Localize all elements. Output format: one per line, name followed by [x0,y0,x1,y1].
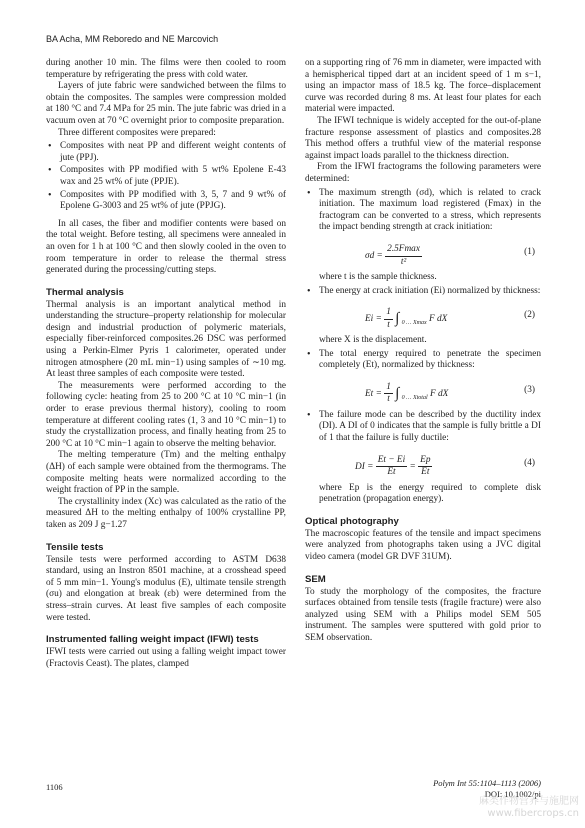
section-heading-thermal-analysis: Thermal analysis [46,286,124,298]
equation-number: (3) [524,384,535,395]
section-heading-tensile-tests: Tensile tests [46,541,104,553]
list-item: • The total energy required to penetrate the specimen completely (Et), normalized by thickness: [305,349,541,372]
paragraph: The macroscopic features of the tensile and impact specimens were analyzed from photographs taken using a JVC digital video camera (model GR DVF 31UM). [305,528,541,563]
parameter-list [305,410,541,445]
equation-number: (2) [524,310,535,321]
paragraph: In all cases, the fiber and modifier contents were based on the total weight. Before testing, all specimens were annealed in an oven for 1 h at 100 °C and then slowly cooled in the oven to room temperature in order to release the thermal stress generated during the processing/cutting steps. [46,218,286,276]
paragraph: The measurements were performed according to the following cycle: heating from 25 to 200 °C at 10 °C min−1 (in order to erase previous thermal history), cooling to room temperature at different cooling rates (1, 3 and 10 °C min−1) to study the crystallization process, and finally heating from 25 to 200 °C at 10 °C min−1 again to observe the melting behavior. [46,380,286,449]
list-item: • Composites with neat PP and different weight contents of jute (PPJ). [46,141,286,164]
section-heading-ifwi: Instrumented falling weight impact (IFWI) tests [46,634,259,646]
list-item: • The failure mode can be described by the ductility index (DI). A DI of 0 indicates that the sample is fully brittle a DI of 1 that the failure is fully ductile: [305,410,541,445]
journal-reference: Polym Int 55:1104–1113 (2006) [433,778,541,788]
paragraph: where X is the displacement. [319,335,427,346]
equation-2: Ei = $\frac{1}{t}$ ∫ $_{0 \dots Xmax}$ F dX (2) [365,307,535,330]
paragraph: The melting temperature (Tm) and the melting enthalpy (ΔH) of each sample were obtained from the thermograms. The composite melting heats were normalized according to the weight fraction of PP in the sample. [46,450,286,496]
right-column [305,58,541,645]
parameter-list [305,188,541,234]
equation-4: DI = $\frac{Et - Ei}{Et}$ = $\frac{Ep}{Et}$ (4) [355,454,535,478]
paragraph: To study the morphology of the composites, the fracture surfaces obtained from tensile tests (fragile fracture) were also analyzed using SEM with a Philips model SEM 505 instrument. The samples were sputtered with gold prior to SEM observation. [305,586,541,643]
equation-number: (4) [524,457,535,468]
running-header: BA Acha, MM Reboredo and NE Marcovich [46,34,219,44]
left-column [46,58,286,670]
paragraph: where Ep is the energy required to complete disk penetration (propagation energy). [319,482,541,505]
list-item: • The maximum strength (σd), which is related to crack initiation. The maximum load registered (Fmax) in the fractogram can be converted to a stress, which represents the impact bending strength at crack initiation: [305,188,541,234]
paragraph: where t is the sample thickness. [319,271,437,282]
paragraph: Thermal analysis is an important analytical method in understanding the structure–property relationship for molecular design and industrial production of polymeric materials, especially fiber-reinforced composites.26 DSC was performed using a Perkin-Elmer Pyris 1 calorimeter, operated under nitrogen atmosphere (20 mL min−1) using samples of ∼10 mg. At least three samples of each composite were tested. [46,299,286,380]
list-item: • Composites with PP modified with 3, 5, 7 and 9 wt% of Epolene G-3003 and 25 wt% of jute (PPJG). [46,190,286,213]
section-heading-sem: SEM [305,573,326,585]
list-item: • The energy at crack initiation (Ei) normalized by thickness: [305,286,541,298]
paragraph: From the IFWI fractograms the following parameters were determined: [305,162,541,184]
page-number: 1106 [46,782,63,792]
list-item: • Composites with PP modified with 5 wt% Epolene E-43 wax and 25 wt% of jute (PPJE). [46,165,286,188]
paragraph: Layers of jute fabric were sandwiched between the films to obtain the composites. The samples were compression molded at 180 °C and 7.4 MPa for 25 min. The jute fabric was dried in a vacuum oven at 70 °C overnight prior to composite preparation. [46,81,286,126]
watermark: 麻类作物营养与施肥网 www.fibercrops.cn [479,796,579,819]
paragraph: on a supporting ring of 76 mm in diameter, were impacted with a hemispherical tipped dart at an incident speed of 1 m s−1, using an impactor mass of 18.5 kg. The force–displacement curve was recorded during 8 ms. At least four plates for each material were impacted. [305,58,541,115]
parameter-list [305,349,541,372]
paragraph: IFWI tests were carried out using a falling weight impact tower (Fractovis Ceast). The plates, clamped [46,647,286,669]
equation-1: σd = $\frac{2.5Fmax}{\text{t²}}$ (1) [365,243,535,267]
paragraph: Three different composites were prepared: [58,127,216,138]
paragraph: The IFWI technique is widely accepted for the out-of-plane fracture response assessment of plastics and composites.28 This method offers a truthful view of the material response against impact loads parallel to the thickness direction. [305,115,541,161]
section-heading-optical-photography: Optical photography [305,515,399,527]
equation-3: Et = $\frac{1}{t}$ ∫ $_{0 \dots Xtotal}$ F dX (3) [365,381,535,405]
composites-list [46,141,286,213]
parameter-list [305,286,541,298]
paragraph: The crystallinity index (Xc) was calculated as the ratio of the measured ΔH to the melting enthalpy of 100% crystalline PP, taken as 209 J g−1.27 [46,496,286,530]
paragraph: during another 10 min. The films were then cooled to room temperature by refrigerating the press with cold water. [46,58,286,80]
doi: DOI: 10.1002/pi [484,788,541,799]
paragraph: Tensile tests were performed according to ASTM D638 standard, using an Instron 8501 machine, at a crosshead speed of 5 mm min−1. Young's modulus (E), ultimate tensile strength (σu) and elongation at break (εb) were determined from the stress–strain curves. At least five samples of each composite were tested. [46,554,286,623]
equation-number: (1) [524,246,535,257]
